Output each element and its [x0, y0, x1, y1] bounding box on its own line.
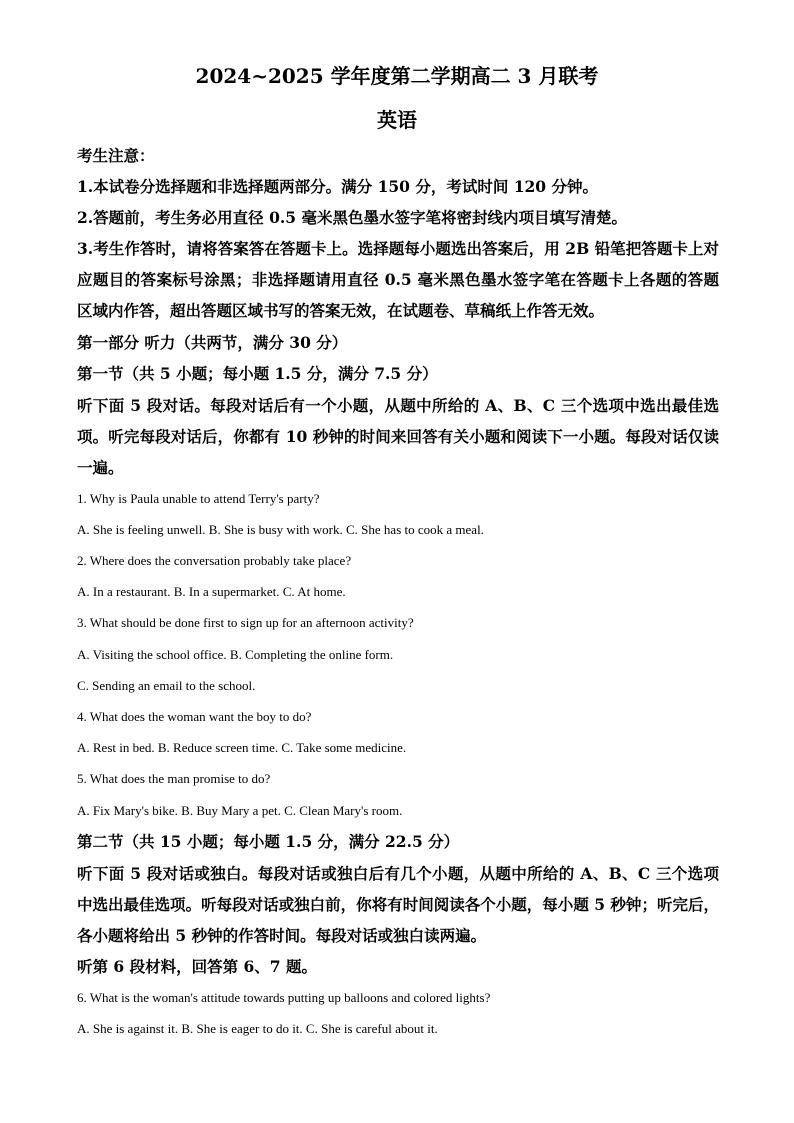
question-1-options: A. She is feeling unwell. B. She is busy with work. C. She has to cook a meal. — [77, 522, 484, 537]
question-6-options: A. She is against it. B. She is eager to do it. C. She is careful about it. — [77, 1021, 438, 1036]
question-6: 6. What is the woman's attitude towards putting up balloons and colored lights? — [77, 990, 491, 1005]
notice-item-3-line-3: 区域内作答，超出答题区域书写的答案无效，在试题卷、草稿纸上作答无效。 — [77, 301, 605, 320]
question-5-options: A. Fix Mary's bike. B. Buy Mary a pet. C. Clean Mary's room. — [77, 803, 403, 818]
exam-title: 2024~2025 学年度第二学期高二 3 月联考 — [195, 64, 599, 88]
question-1: 1. Why is Paula unable to attend Terry's party? — [77, 491, 320, 506]
section1-heading: 第一节（共 5 小题；每小题 1.5 分，满分 7.5 分） — [77, 364, 438, 383]
question-2-options: A. In a restaurant. B. In a supermarket. C. At home. — [77, 584, 346, 599]
notice-item-3-line-2: 应题目的答案标号涂黑；非选择题请用直径 0.5 毫米黑色墨水签字笔在答题卡上各题的答题 — [77, 270, 719, 289]
material-6-heading: 听第 6 段材料，回答第 6、7 题。 — [77, 957, 317, 976]
part1-heading: 第一部分 听力（共两节，满分 30 分） — [77, 333, 348, 352]
notice-item-1: 1.本试卷分选择题和非选择题两部分。满分 150 分，考试时间 120 分钟。 — [77, 177, 598, 196]
section1-instructions-line-2: 项。听完每段对话后，你都有 10 秒钟的时间来回答有关小题和阅读下一小题。每段对话仅读 — [77, 427, 719, 446]
section1-instructions-line-3: 一遍。 — [77, 458, 124, 477]
subject-title: 英语 — [377, 108, 417, 132]
section2-instructions-line-2: 中选出最佳选项。听每段对话或独白前，你将有时间阅读各个小题，每小题 5 秒钟；听完后， — [77, 895, 719, 914]
question-4-options: A. Rest in bed. B. Reduce screen time. C. Take some medicine. — [77, 740, 407, 755]
question-3: 3. What should be done first to sign up for an afternoon activity? — [77, 615, 414, 630]
question-3-options-line-2: C. Sending an email to the school. — [77, 678, 256, 693]
section2-heading: 第二节（共 15 小题；每小题 1.5 分，满分 22.5 分） — [77, 832, 460, 851]
question-3-options-line-1: A. Visiting the school office. B. Completing the online form. — [77, 647, 394, 662]
notice-heading: 考生注意： — [77, 146, 155, 165]
question-5: 5. What does the man promise to do? — [77, 771, 271, 786]
question-4: 4. What does the woman want the boy to do? — [77, 709, 312, 724]
section1-instructions-line-1: 听下面 5 段对话。每段对话后有一个小题，从题中所给的 A、B、C 三个选项中选出最佳选 — [77, 396, 719, 415]
notice-item-2: 2.答题前，考生务必用直径 0.5 毫米黑色墨水签字笔将密封线内项目填写清楚。 — [77, 208, 627, 227]
question-2: 2. Where does the conversation probably take place? — [77, 553, 352, 568]
notice-item-3-line-1: 3.考生作答时，请将答案答在答题卡上。选择题每小题选出答案后，用 2B 铅笔把答题卡上对 — [77, 239, 719, 258]
section2-instructions-line-1: 听下面 5 段对话或独白。每段对话或独白后有几个小题，从题中所给的 A、B、C 三个选项 — [77, 864, 719, 883]
section2-instructions-line-3: 各小题将给出 5 秒钟的作答时间。每段对话或独白读两遍。 — [77, 926, 487, 945]
